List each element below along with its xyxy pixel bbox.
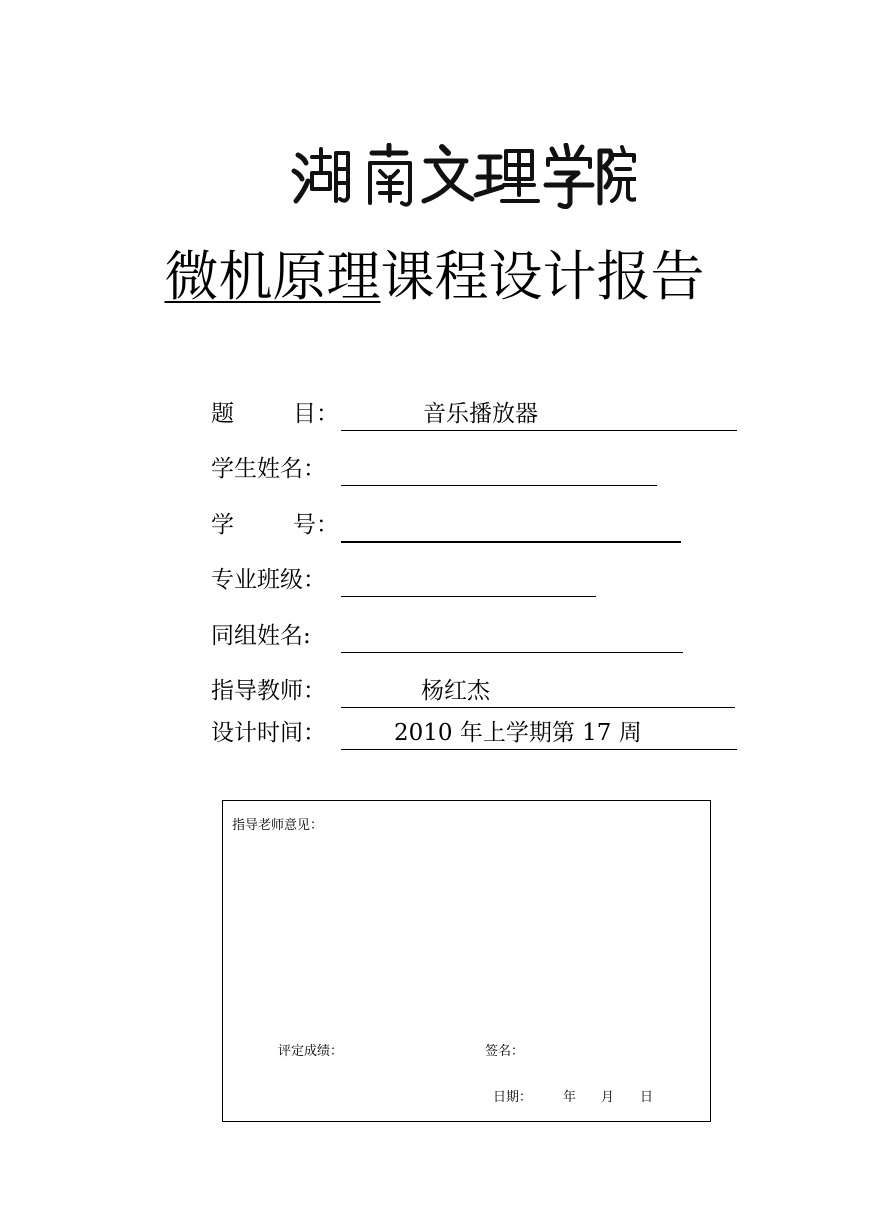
field-major-class-label: 专业班级： — [211, 567, 326, 593]
field-major-class-line[interactable] — [341, 563, 596, 597]
field-group-members-label: 同组姓名: — [211, 623, 311, 649]
field-student-name — [211, 452, 657, 486]
field-group-members — [211, 619, 683, 653]
field-student-id-label-b: 号： — [293, 512, 339, 538]
field-group-members-line[interactable] — [341, 619, 683, 653]
field-design-time-label: 设计时间： — [211, 720, 326, 746]
signature-label: 签名： — [485, 1044, 525, 1059]
date-label: 日期： — [493, 1090, 533, 1105]
field-topic-label — [211, 397, 339, 431]
advisor-opinion-label: 指导老师意见： — [232, 818, 324, 833]
field-student-name-line[interactable] — [341, 452, 657, 486]
report-title — [0, 242, 869, 312]
field-topic-line[interactable] — [341, 397, 737, 431]
date-year-label: 年 — [563, 1090, 577, 1105]
field-advisor-value: 杨红杰 — [421, 678, 490, 704]
field-advisor — [211, 674, 735, 708]
course-name: 微机原理 — [164, 245, 381, 308]
field-design-time-value: 2010 年上学期第 17 周 — [394, 720, 642, 746]
date-day-label: 日 — [640, 1090, 654, 1105]
field-student-id-label-a: 学 — [211, 512, 234, 538]
field-student-id-line[interactable] — [341, 508, 681, 543]
field-advisor-label: 指导教师： — [211, 678, 326, 704]
field-topic-value: 音乐播放器 — [423, 401, 538, 427]
field-student-id — [211, 508, 681, 542]
calligraphy-logo-image — [290, 143, 636, 209]
field-design-time — [211, 716, 737, 750]
field-topic-label-a: 题 — [211, 401, 234, 427]
field-major-class — [211, 563, 596, 597]
grade-label: 评定成绩： — [278, 1044, 344, 1059]
date-month-label: 月 — [601, 1090, 615, 1105]
advisor-review-box — [222, 800, 711, 1122]
field-student-id-label — [211, 508, 339, 542]
field-topic-label-b: 目： — [293, 401, 339, 427]
field-topic — [211, 397, 737, 431]
school-calligraphy-logo — [290, 143, 636, 209]
field-student-name-label: 学生姓名： — [211, 456, 326, 482]
report-type: 课程设计报告 — [380, 245, 705, 308]
field-advisor-line[interactable] — [341, 674, 735, 708]
